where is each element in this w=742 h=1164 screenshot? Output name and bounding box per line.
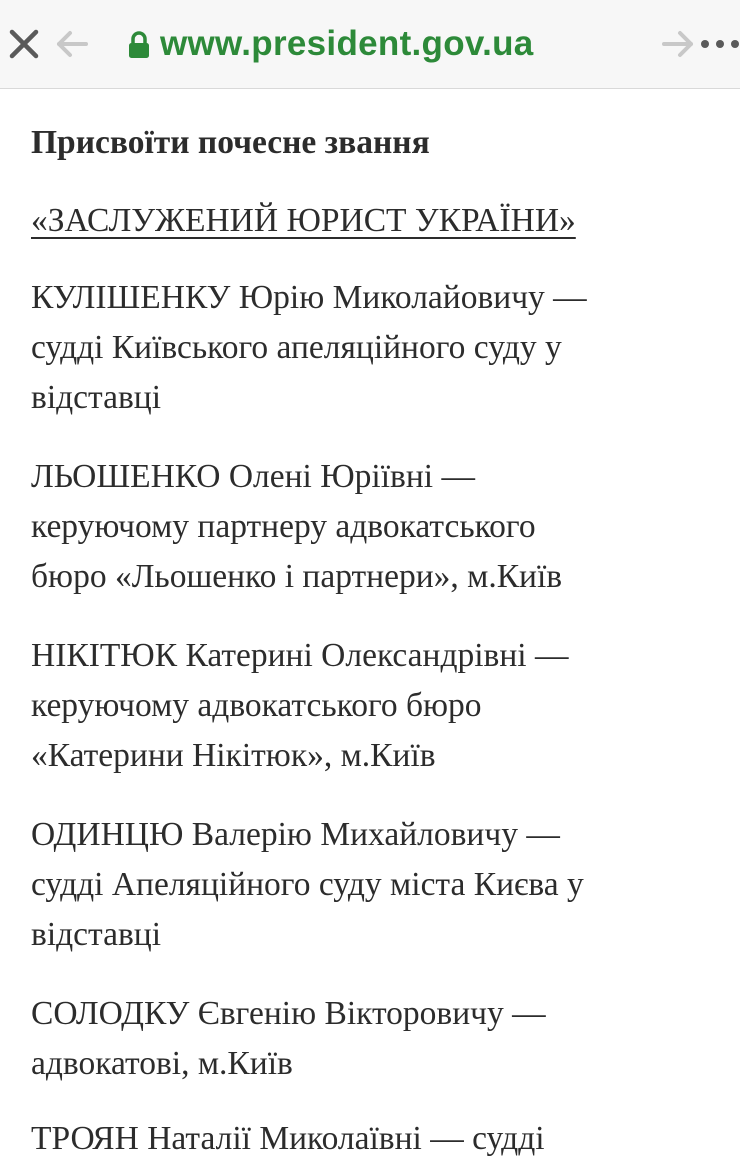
award-title-link[interactable]: «ЗАСЛУЖЕНИЙ ЮРИСТ УКРАЇНИ» xyxy=(31,202,576,239)
forward-button[interactable] xyxy=(656,22,700,66)
award-entry: ТРОЯН Наталії Миколаївні — судді xyxy=(31,1120,545,1157)
close-icon xyxy=(8,28,40,60)
forward-icon xyxy=(660,29,696,59)
more-icon xyxy=(699,38,741,50)
back-icon xyxy=(54,29,90,59)
award-entry: НІКІТЮК Катерині Олександрівні — керуючому адвокатського бюро «Катерини Нікітюк», м.Київ xyxy=(31,637,569,774)
award-entry: СОЛОДКУ Євгенію Вікторовичу — адвокатові, м.Київ xyxy=(31,995,546,1082)
award-entry: ОДИНЦЮ Валерію Михайловичу — судді Апеляційного суду міста Києва у відставці xyxy=(31,816,584,953)
close-button[interactable] xyxy=(2,22,46,66)
award-entry: КУЛІШЕНКУ Юрію Миколайовичу — судді Київського апеляційного суду у відставці xyxy=(31,279,587,416)
page-heading: Присвоїти почесне звання xyxy=(31,124,430,161)
back-button[interactable] xyxy=(50,22,94,66)
browser-toolbar xyxy=(0,0,740,89)
award-entry: ЛЬОШЕНКО Олені Юріївні — керуючому партнеру адвокатського бюро «Льошенко і партнери», м.Київ xyxy=(31,458,563,595)
page-content xyxy=(31,88,721,1157)
address-bar[interactable] xyxy=(126,22,534,66)
url-text: www.president.gov.ua xyxy=(160,24,534,63)
lock-icon xyxy=(126,30,152,60)
more-button[interactable] xyxy=(698,22,742,66)
